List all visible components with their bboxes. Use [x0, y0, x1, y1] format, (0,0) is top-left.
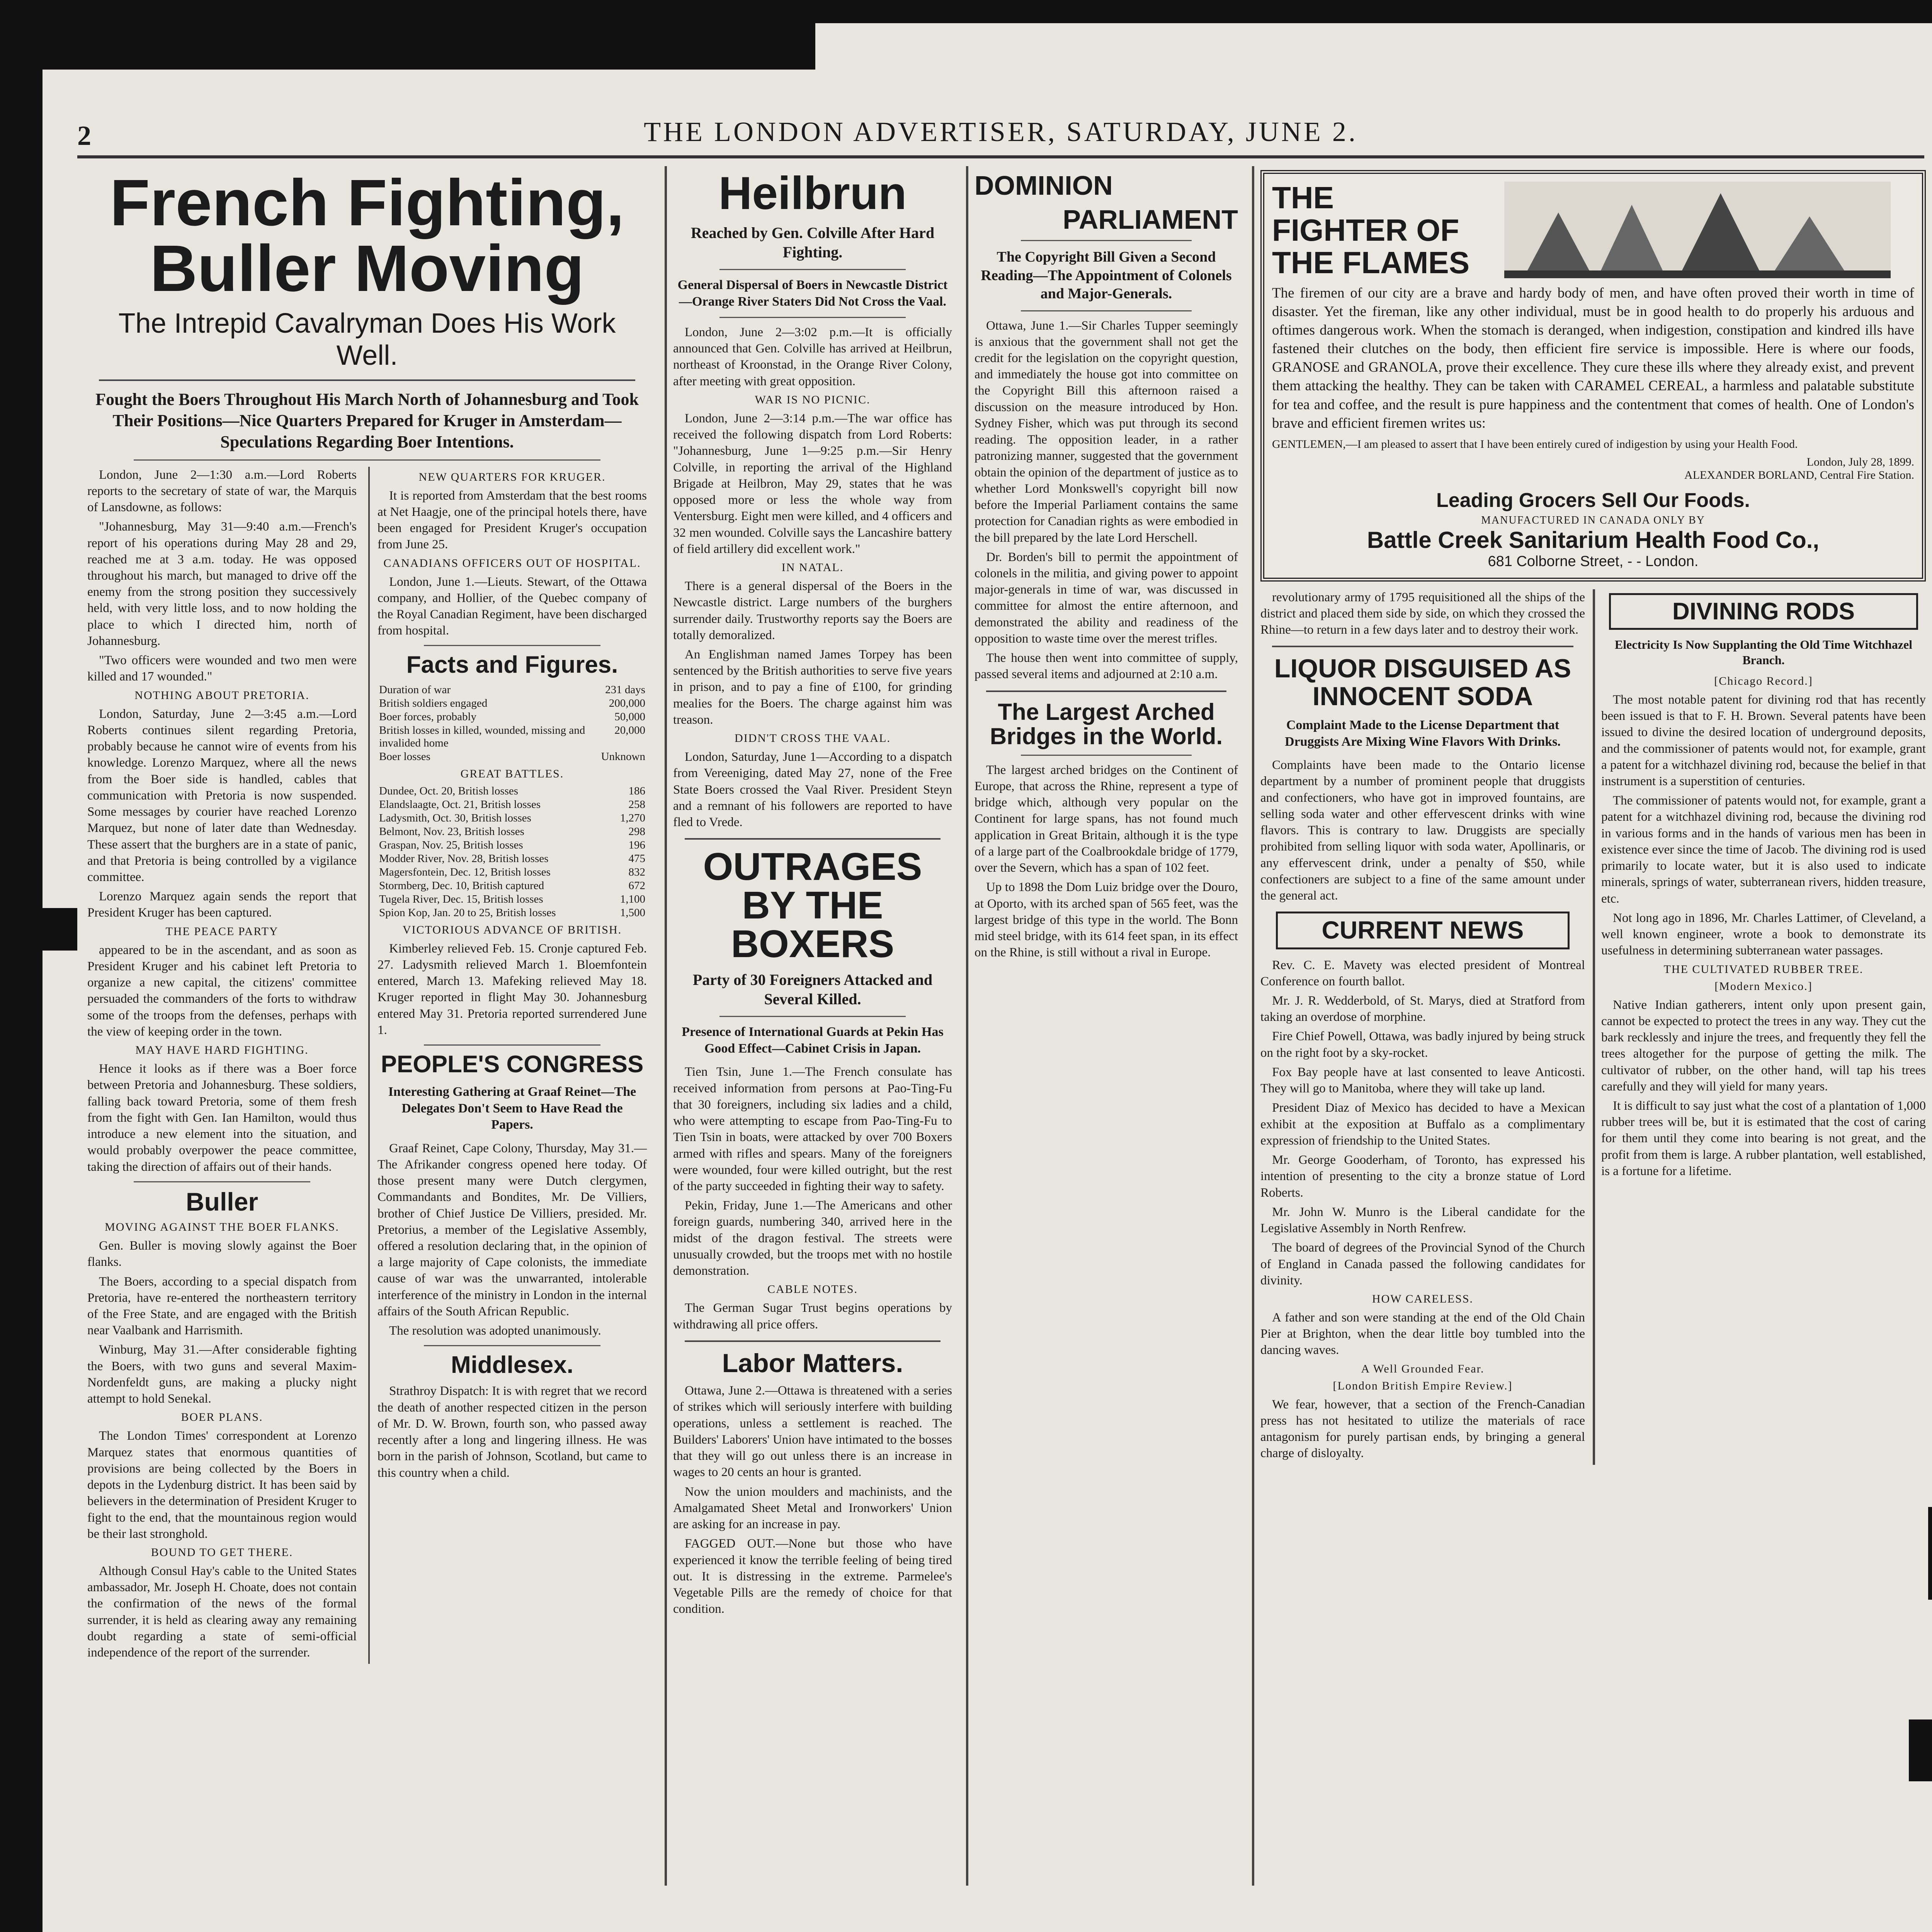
table-cell: Unknown — [601, 750, 645, 763]
table-cell: Graspan, Nov. 25, British losses — [379, 838, 523, 851]
article-paragraph: The house then went into committee of supply, passed several items and adjourned at 2:10 a.m. — [975, 651, 1238, 682]
divider — [1021, 310, 1192, 311]
subheading: NEW QUARTERS FOR KRUGER. — [418, 470, 606, 483]
ad-body: The firemen of our city are a brave and hardy body of men, and have often proved their worth in time of disaster. Yet the fireman, like any other individual, must be in good health to do properly his arduous and oftimes dangerous work. When the stomach is deranged, when indigestion, constipation and kindred ills have fastened their clutches on the body, then efficient fire service is impossible. Here is where our foods, GRANOSE and GRANOLA, prove their excellence. They cure these ills where they already exist, and prevent them attacking the healthy. They can be taken with CARAMEL CEREAL, a harmless and palatable substitute for tea and coffee, and the result is pure happiness and the contentment that comes of health. One of London's brave and efficient firemen writes us: — [1272, 285, 1914, 431]
divider — [1021, 240, 1192, 241]
table-cell: British losses in killed, wounded, missing and invalided home — [379, 724, 585, 749]
headline-labor: Labor Matters. — [722, 1348, 903, 1378]
divider — [685, 838, 940, 840]
article-paragraph: It is difficult to say just what the cost of a plantation of 1,000 rubber trees will be, but it is estimated that the cost of caring for them until they come into bearing is not great, and the profit from them is large. A rubber plantation, well established, is a fortune for a lifetime. — [1601, 1099, 1926, 1178]
source-note: [London British Empire Review.] — [1333, 1379, 1513, 1392]
table-cell: 672 — [628, 879, 645, 892]
table-row — [378, 724, 647, 750]
article-paragraph: The largest arched bridges on the Continent of Europe, that across the Rhine, represent a type of bridge which, although very popular on the Continent for large spans, has not found much application in Great Britain, although it is the type of a large part of the Coalbrookdale bridge of 1779, over the Severn, which has a span of 102 feet. — [975, 763, 1238, 875]
deck-congress: Interesting Gathering at Graaf Reinet—The Delegates Don't Seem to Have Read the Papers. — [388, 1085, 636, 1132]
ad-grocers: Leading Grocers Sell Our Foods. — [1436, 489, 1750, 512]
article-paragraph: It is reported from Amsterdam that the best rooms at Net Haagje, one of the principal hotels there, have been engaged for President Kruger's occupation from June 25. — [378, 488, 647, 552]
article-paragraph: Gen. Buller is moving slowly against the Boer flanks. — [87, 1239, 357, 1269]
subheading: BOUND TO GET THERE. — [151, 1546, 293, 1559]
ad-address: 681 Colborne Street, - - London. — [1488, 553, 1699, 570]
table-cell: 1,500 — [620, 906, 645, 919]
column-divining-rods — [1593, 589, 1926, 1465]
article-paragraph: Strathroy Dispatch: It is with regret that we record the death of another respected citizen in the person of Mr. D. W. Brown, fourth son, who passed away recently after a long and lingering illness. He was born in the parish of Johnson, Scotland, but came to this country when a child. — [378, 1384, 647, 1480]
article-paragraph: The German Sugar Trust begins operations by withdrawing all price offers. — [673, 1301, 952, 1332]
column-heilbrun — [665, 166, 958, 1886]
subheading: THE CULTIVATED RUBBER TREE. — [1663, 963, 1864, 976]
table-cell: Dundee, Oct. 20, British losses — [379, 784, 519, 797]
divider — [719, 269, 906, 270]
article-paragraph: A father and son were standing at the end of the Old Chain Pier at Brighton, when the dear little boy tumbled into the dancing waves. — [1260, 1310, 1585, 1357]
subheading: DIDN'T CROSS THE VAAL. — [735, 732, 891, 745]
table-cell: Elandslaagte, Oct. 21, British losses — [379, 798, 541, 811]
divider — [685, 1340, 940, 1342]
subheading: IN NATAL. — [781, 561, 844, 574]
ad-date: London, July 28, 1899. — [1806, 455, 1914, 468]
subheading: WAR IS NO PICNIC. — [755, 393, 871, 406]
article-paragraph: Ottawa, June 1.—Sir Charles Tupper seemingly is anxious that the government shall not get the credit for the legislation on the copyright question, and immediately the house got into committee on the Copyright Bill this afternoon raised a discussion on the measure introduced by Hon. Sydney Fisher, which was put through its second reading. The opposition leader, in a rather patronizing manner, suggested that the government obtain the opinion of the department of justice as to whether Lord Monkswell's copyright bill now before the Imperial Parliament contains the same protection for Canadian rights as were embodied in the bill prepared by the late Lord Herschell. — [975, 318, 1238, 545]
table-row — [378, 866, 647, 879]
table-cell: Belmont, Nov. 23, British losses — [379, 825, 524, 838]
firemen-illustration-icon — [1481, 182, 1914, 278]
divider — [424, 1345, 600, 1346]
article-paragraph: Mr. J. R. Wedderbold, of St. Marys, died at Stratford from taking an overdose of morphine. — [1260, 994, 1585, 1024]
table-cell: Boer losses — [379, 750, 430, 763]
headline-dominion: DOMINION — [975, 170, 1113, 201]
table-row — [378, 906, 647, 920]
deck-divining: Electricity Is Now Supplanting the Old Time Witchhazel Branch. — [1614, 637, 1913, 667]
table-row — [378, 798, 647, 811]
article-paragraph: Native Indian gatherers, intent only upon present gain, cannot be expected to protect the trees in any way. They cut the bark recklessly and injure the trees, and frequently they fell the trees altogether for the purpose of getting the milk. The cultivator of rubber, on the other hand, will tap his trees carefully and they will yield for many years. — [1601, 998, 1926, 1094]
ad-letter: GENTLEMEN,—I am pleased to assert that I have been entirely cured of indigestion by using your Health Food. — [1272, 437, 1798, 451]
article-paragraph: London, June 2—1:30 a.m.—Lord Roberts reports to the secretary of state of war, the Marquis of Lansdowne, as follows: — [87, 468, 357, 515]
table-cell: 832 — [628, 866, 645, 878]
article-paragraph: London, Saturday, June 1—According to a dispatch from Vereeniging, dated May 27, none of the Free State Boers crossed the Vaal River. President Steyn and a remnant of his followers are reported to have fled to Vrede. — [673, 750, 952, 830]
article-paragraph: Tien Tsin, June 1.—The French consulate has received information from persons at Pao-Ting-Fu that 30 foreigners, including six ladies and a child, who were attempting to escape from Pao-Ting-Fu to Tien Tsin in boats, were attacked by over 700 Boxers armed with rifles and spears. Many of the foreigners were wounded, four were killed outright, but the rest of the party succeeded in fighting their way to safety. — [673, 1065, 952, 1193]
table-cell: 196 — [628, 838, 645, 851]
article-paragraph: The commissioner of patents would not, for example, grant a patent for a witchhazel divining rod, because the divining rod in various forms and in the hands of various men has been in existence ever since the time of Jacob. The divining rod is used primarily to locate water, but it is also used to indicate minerals, springs of water, subterranean rivers, hidden treasure, etc. — [1601, 794, 1926, 906]
article-paragraph: The board of degrees of the Provincial Synod of the Church of England in Canada passed the following candidates for divinity. — [1260, 1241, 1585, 1287]
masthead-title: THE LONDON ADVERTISER, SATURDAY, JUNE 2. — [644, 116, 1358, 147]
article-paragraph: We fear, however, that a section of the French-Canadian press has not hesitated to utilize the materials of race antagonism for purely partisan ends, by bringing a general charge of disloyalty. — [1260, 1397, 1585, 1461]
divining-banner — [1609, 593, 1918, 630]
article-paragraph: Hence it looks as if there was a Boer force between Pretoria and Johannesburg. These soldiers, falling back toward Pretoria, some of them fresh from the fight with Gen. Ian Hamilton, would thus introduce a new element into the situation, and would probably overpower the peace committee, taking the direction of affairs out of their hands. — [87, 1062, 357, 1174]
article-paragraph: Up to 1898 the Dom Luiz bridge over the Douro, at Oporto, with its arched span of 565 feet, was the largest bridge of this type in the world. The Bonn mid steel bridge, with its 614 feet span, in its effect on the Rhine, is still without a rival in Europe. — [975, 880, 1238, 960]
torn-edge — [43, 908, 77, 951]
table-cell: 475 — [628, 852, 645, 865]
divider — [424, 1044, 600, 1046]
table-cell: Stormberg, Dec. 10, British captured — [379, 879, 544, 892]
table-row — [378, 683, 647, 697]
facts-table — [378, 683, 647, 764]
article-paragraph: appeared to be in the ascendant, and as soon as President Kruger and his cabinet left Pretoria to organize a new capital, the citizens' committee persuaded the commanders of the forts to withdraw some of the troops from the defenses, perhaps with the view of keeping order in the town. — [87, 943, 357, 1039]
table-row — [378, 893, 647, 906]
column-dominion-parliament — [966, 166, 1244, 1886]
table-row — [378, 750, 647, 764]
article-paragraph: Winburg, May 31.—After considerable fighting the Boers, with two guns and several Maxim-Nordenfeldt guns, are making a plucky night attempt to hold Senekal. — [87, 1343, 357, 1406]
divider — [134, 1181, 310, 1182]
divider — [719, 1016, 906, 1017]
headline-peoples-congress: PEOPLE'S CONGRESS — [381, 1051, 644, 1078]
column-french-right — [368, 467, 647, 1664]
article-paragraph: Kimberley relieved Feb. 15. Cronje captured Feb. 27. Ladysmith relieved March 1. Bloemfontein entered, March 13. Mafeking relieved May 18. Kruger reported in flight May 30. Johannesburg entered May 31. Pretoria reported surrendered June 1. — [378, 941, 647, 1037]
table-cell: 231 days — [605, 683, 645, 696]
article-paragraph: revolutionary army of 1795 requisitioned all the ships of the district and placed them side by side, on which they crossed the Rhine—to return in a few days later and to destroy their work. — [1260, 590, 1585, 637]
table-cell: Spion Kop, Jan. 20 to 25, British losses — [379, 906, 556, 919]
subheading: HOW CARELESS. — [1372, 1292, 1474, 1305]
headline-facts: Facts and Figures. — [406, 651, 618, 679]
deck-liquor: Complaint Made to the License Department that Druggists Are Mixing Wine Flavors With Drinks. — [1285, 718, 1561, 749]
table-row — [378, 852, 647, 866]
advertisement-health-food — [1260, 170, 1926, 582]
article-paragraph: The Boers, according to a special dispatch from Pretoria, have re-entered the northeastern territory of the Free State, and are engaged with the British near Vaalbank and Harrismith. — [87, 1274, 357, 1338]
page-number: 2 — [77, 120, 94, 151]
article-paragraph: Fire Chief Powell, Ottawa, was badly injured by being struck on the right foot by a sky-rocket. — [1260, 1029, 1585, 1060]
deck-outrages-2: Presence of International Guards at Pekin Has Good Effect—Cabinet Crisis in Japan. — [682, 1025, 944, 1056]
article-paragraph: The most notable patent for divining rod that has recently been issued is that to F. H. Brown. Several patents have been issued to divine the desired location of underground deposits, and the commissioner of patents would not, for example, grant a patent for a witchhazel divining rod, because the belief in that instrument is a superstition of centuries. — [1601, 692, 1926, 789]
table-row — [378, 697, 647, 710]
divider — [1021, 755, 1192, 756]
article-paragraph: The resolution was adopted unanimously. — [389, 1324, 601, 1338]
ad-signer: ALEXANDER BORLAND, Central Fire Station. — [1684, 468, 1914, 481]
table-cell: Magersfontein, Dec. 12, British losses — [379, 866, 551, 878]
divider — [99, 379, 635, 381]
article-paragraph: Fox Bay people have at last consented to leave Anticosti. They will go to Manitoba, where they will take up land. — [1260, 1065, 1585, 1096]
article-paragraph: An Englishman named James Torpey has been sentenced by the British authorities to serve five years in prison, and to pay a fine of £100, for grinding mealies for the Boers. The charge against him was treason. — [673, 647, 952, 727]
article-paragraph: London, June 1.—Lieuts. Stewart, of the Ottawa company, and Hollier, of the Quebec company of the Royal Canadian Regiment, have been discharged from hospital. — [378, 575, 647, 638]
article-paragraph: Graaf Reinet, Cape Colony, Thursday, May 31.—The Afrikander congress opened here today. Of those present many were Dutch clergymen, Commandants and Bondites, Mr. De Villiers, brother of Chief Justice De Villiers, presided. Mr. Pretorius, a member of the Legislative Assembly, offered a resolution declaring that, in the opinion of a large majority of Cape colonists, the immediate cause of war was the unwarranted, intolerable interference of the ministry in London in the internal affairs of the South African Republic. — [378, 1141, 647, 1318]
article-paragraph: Not long ago in 1896, Mr. Charles Lattimer, of Cleveland, a well known engineer, wrote a book to demonstrate its usefulness in determining subterranean water passages. — [1601, 911, 1926, 958]
deck-parliament: The Copyright Bill Given a Second Reading—The Appointment of Colonels and Major-Generals. — [981, 249, 1232, 302]
column-french-left — [87, 467, 357, 1664]
table-cell: 298 — [628, 825, 645, 838]
ad-headline: THE FIGHTER OF THE FLAMES — [1272, 180, 1470, 280]
subheading: NOTHING ABOUT PRETORIA. — [134, 689, 310, 702]
divider — [986, 690, 1226, 692]
divider — [1272, 646, 1573, 647]
subheading: MOVING AGAINST THE BOER FLANKS. — [105, 1221, 339, 1234]
table-row — [378, 879, 647, 893]
deck-outrages: Party of 30 Foreigners Attacked and Several Killed. — [692, 971, 933, 1008]
table-cell: Duration of war — [379, 683, 451, 696]
article-paragraph: "Johannesburg, May 31—9:40 a.m.—French's report of his operations during May 28 and 29, reached me at 3 a.m. today. He was opposed throughout his march, but managed to drive off the enemy from the strong position they successively held, with very little loss, and to now holding the place to which I directed him, north of Johannesburg. — [87, 520, 357, 648]
headline-divining: DIVINING RODS — [1672, 598, 1855, 625]
headline-heilbrun: Heilbrun — [718, 167, 907, 219]
article-paragraph: "Two officers were wounded and two men were killed and 17 wounded." — [87, 653, 357, 684]
table-cell: Modder River, Nov. 28, British losses — [379, 852, 549, 865]
table-cell: British soldiers engaged — [379, 697, 488, 709]
headline-parliament: PARLIAMENT — [1063, 204, 1238, 235]
article-paragraph: Complaints have been made to the Ontario license department by a number of prominent people that druggists and confectioners, who have got in improved fountains, are selling soda water and other effervescent drinks with wine flavors. This is contrary to law. Druggists are specially prohibited from selling liquor with soda water, Apollinaris, or any effervescent drink, under a penalty of $50, while confectioners are subject to a fine of the same amount under the general act. — [1260, 758, 1585, 903]
article-paragraph: Although Consul Hay's cable to the United States ambassador, Mr. Joseph H. Choate, does not contain the confirmation of the news of the formal surrender, it is held as clearing away any remaining doubt regarding a state of semi-official independence of the report of the surrender. — [87, 1564, 357, 1660]
article-paragraph: London, June 2—3:14 p.m.—The war office has received the following dispatch from Lord Roberts: "Johannesburg, June 1—9:25 p.m.—Sir Henry Colville, in reporting the arrival of the Highland Brigade at Heilbron, May 29, states that he was opposed more or less the whole way from Ventersburg. Eight men were killed, and 4 officers and 32 men wounded. Colville says the Lancashire battery of field artillery did excellent work." — [673, 411, 952, 556]
table-row — [378, 838, 647, 852]
divider — [134, 459, 600, 461]
subheading: MAY HAVE HARD FIGHTING. — [135, 1044, 309, 1057]
torn-edge — [43, 23, 815, 70]
table-row — [378, 811, 647, 825]
table-cell: 1,100 — [620, 893, 645, 905]
source-note: [Chicago Record.] — [1714, 674, 1813, 687]
table-cell: 186 — [628, 784, 645, 797]
article-paragraph: Lorenzo Marquez again sends the report that President Kruger has been captured. — [87, 889, 357, 920]
table-cell: 258 — [628, 798, 645, 811]
column-liquor-current — [1260, 589, 1585, 1465]
headline-middlesex: Middlesex. — [451, 1352, 573, 1379]
headline-french-fighting: French Fighting, Buller Moving — [110, 166, 624, 305]
divider — [424, 645, 600, 646]
ad-manufactured: MANUFACTURED IN CANADA ONLY BY — [1481, 514, 1705, 526]
article-paragraph: The London Times' correspondent at Lorenzo Marquez states that enormous quantities of provisions are being collected by the Boers in depots in the Lydenburg district. It has been said by believers in the determination of President Kruger to fight to the end, that the mountainous region would be their last stronghold. — [87, 1429, 357, 1541]
table-row — [378, 710, 647, 724]
table-cell: 200,000 — [609, 697, 645, 709]
article-paragraph: Now the union moulders and machinists, and the Amalgamated Sheet Metal and Ironworkers' Union are asking for an increase in pay. — [673, 1485, 952, 1532]
subheading: GREAT BATTLES. — [460, 767, 564, 780]
ad-illustration — [1481, 182, 1914, 280]
headline-arched-bridges: The Largest Arched Bridges in the World. — [990, 699, 1223, 749]
table-cell: 50,000 — [614, 710, 645, 723]
subhead-intrepid: The Intrepid Cavalryman Does His Work Well. — [118, 308, 616, 371]
article-paragraph: There is a general dispersal of the Boers in the Newcastle district. Large numbers of the burghers surrender daily. Trustworthy reports say the Boers are totally demoralized. — [673, 579, 952, 642]
subheading: THE PEACE PARTY — [165, 925, 279, 938]
table-cell: 1,270 — [620, 811, 645, 824]
headline-current-news: CURRENT NEWS — [1321, 916, 1524, 944]
current-news-banner — [1276, 912, 1570, 949]
article-paragraph: London, June 2—3:02 p.m.—It is officially announced that Gen. Colville has arrived at Heilbrun, northeast of Kroonstad, in the Orange River Colony, after meeting with great opposition. — [673, 325, 952, 388]
article-paragraph: Mr. George Gooderham, of Toronto, has expressed his intention of presenting to the city a bronze statue of Lord Roberts. — [1260, 1153, 1585, 1200]
headline-liquor: LIQUOR DISGUISED AS INNOCENT SODA — [1274, 654, 1571, 711]
headline-buller: Buller — [185, 1187, 259, 1216]
headline-outrages: OUTRAGES BY THE BOXERS — [703, 845, 922, 966]
subheading: A Well Grounded Fear. — [1361, 1362, 1485, 1375]
article-paragraph: London, Saturday, June 2—3:45 a.m.—Lord Roberts continues silent regarding Pretoria, probably because he cannot wire of events from his knowledge. Lorenzo Marquez, where all the news from the Boer side is handled, cables that communication with Pretoria is now suspended. Some messages by courier have reached Lorenzo Marquez, but none of later date than Wednesday. These assert that the burghers are in a state of panic, and that Pretoria is being controlled by a vigilance committee. — [87, 707, 357, 884]
column-french-fighting — [81, 166, 653, 1886]
table-cell: Tugela River, Dec. 15, British losses — [379, 893, 543, 905]
deck-heilbrun: Reached by Gen. Colville After Hard Fighting. — [690, 224, 935, 261]
article-paragraph: Mr. John W. Munro is the Liberal candidate for the Legislative Assembly in North Renfrew. — [1260, 1205, 1585, 1236]
table-row — [378, 825, 647, 838]
subheading: VICTORIOUS ADVANCE OF BRITISH. — [402, 923, 622, 936]
deck-french: Fought the Boers Throughout His March North of Johannesburg and Took Their Positions—Nice Quarters Prepared for Kruger in Amsterdam—Speculations Regarding Boer Intentions. — [95, 389, 639, 451]
column-fighter-flames — [1252, 166, 1932, 1886]
ad-company: Battle Creek Sanitarium Health Food Co., — [1367, 527, 1820, 553]
masthead — [77, 116, 1924, 158]
article-paragraph: President Diaz of Mexico has decided to have a Mexican exhibit at the exposition at Buffalo as a complimentary expression of friendship to the United States. — [1260, 1101, 1585, 1148]
subheading: CABLE NOTES. — [767, 1283, 858, 1296]
article-paragraph: Ottawa, June 2.—Ottawa is threatened with a series of strikes which will seriously interfere with building operations, unless a settlement is reached. The Builders' Laborers' Union have intimated to the bosses that they will go out unless there is an increase in wages to 20 cents an hour is granted. — [673, 1384, 952, 1480]
article-paragraph: Rev. C. E. Mavety was elected president of Montreal Conference on fourth ballot. — [1260, 958, 1585, 988]
subheading: CANADIANS OFFICERS OUT OF HOSPITAL. — [383, 556, 641, 570]
table-row — [378, 784, 647, 798]
article-paragraph: FAGGED OUT.—None but those who have experienced it know the terrible feeling of being tired out. It is distressing in the extreme. Parmelee's Vegetable Pills are the remedy of choice for that condition. — [673, 1537, 952, 1616]
deck-heilbrun-2: General Dispersal of Boers in Newcastle District—Orange River Staters Did Not Cross the Vaal. — [677, 278, 948, 309]
article-paragraph: Dr. Borden's bill to permit the appointment of colonels in the militia, and giving power to appoint major-generals in time of war, was discussed in committee for almost the entire afternoon, and demonstrated the ability and readiness of the opposition to waste time over the merest trifles. — [975, 550, 1238, 646]
battles-table — [378, 784, 647, 920]
subheading: BOER PLANS. — [181, 1411, 263, 1424]
table-cell: Ladysmith, Oct. 30, British losses — [379, 811, 531, 824]
divider — [719, 317, 906, 318]
table-cell: Boer forces, probably — [379, 710, 477, 723]
article-paragraph: Pekin, Friday, June 1.—The Americans and other foreign guards, numbering 340, arrived here in the midst of the dragon festival. The streets were unusually crowded, but the troops met with no hostile demonstration. — [673, 1199, 952, 1278]
source-note: [Modern Mexico.] — [1714, 980, 1813, 993]
table-cell: 20,000 — [614, 724, 645, 736]
